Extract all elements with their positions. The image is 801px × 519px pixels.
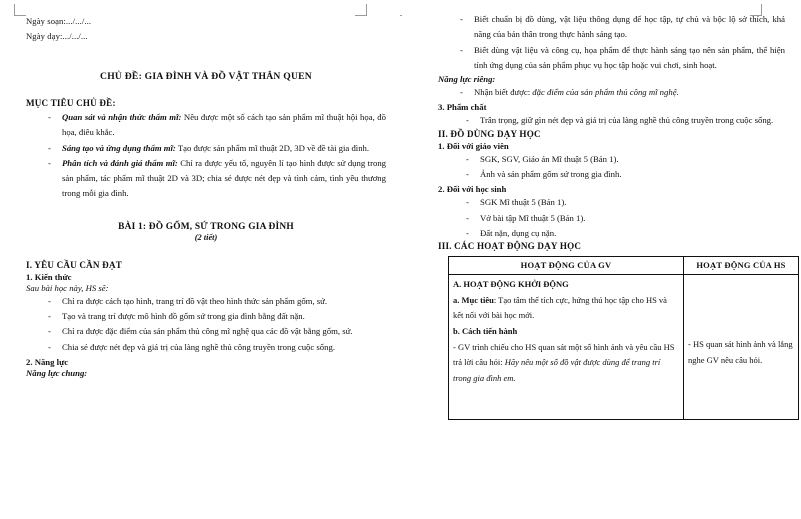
requirements-heading: I. YÊU CẦU CẦN ĐẠT: [26, 259, 122, 270]
activity-goal-text: : Tạo tâm thế tích cực, hứng thú học tập cho HS và kết nối với bài học mới.: [453, 294, 667, 321]
objective-label: Phân tích và đánh giá thẩm mĩ:: [62, 157, 178, 168]
list-item: - Tạo và trang trí được mô hình đồ gốm sứ trong gia đình bằng đất nặn.: [48, 309, 386, 324]
activities-table: [448, 256, 799, 420]
activity-body-prefix: - GV trình chiếu cho HS quan sát một số hình ảnh và yêu cầu HS trả lời câu hỏi:: [453, 341, 675, 368]
objective-text: Nêu được một số cách tạo sản phẩm mĩ thuật hội họa, đồ họa, điêu khắc.: [62, 112, 386, 138]
teacher-heading: 1. Đối với giáo viên: [438, 140, 509, 151]
student-items-list: [438, 195, 785, 241]
knowledge-lead: Sau bài học này, HS sẽ:: [26, 282, 109, 293]
knowledge-list: [26, 294, 386, 355]
quality-heading: 3. Phẩm chất: [438, 102, 487, 113]
list-item: [460, 85, 785, 100]
list-item: - Vở bài tập Mĩ thuật 5 (Bản 1).: [466, 211, 785, 226]
date-prepared: Ngày soạn:.../.../...: [26, 16, 92, 26]
topic-title: CHỦ ĐỀ: GIA ĐÌNH VÀ ĐỒ VẬT THÂN QUEN: [100, 71, 312, 82]
objective-label: Sáng tạo và ứng dụng thẩm mĩ:: [62, 142, 176, 153]
table-row: [449, 275, 799, 420]
activity-goal: [453, 293, 679, 324]
objectives-heading: MỤC TIÊU CHỦ ĐỀ:: [26, 98, 116, 108]
lesson-title: BÀI 1: ĐỒ GỐM, SỨ TRONG GIA ĐÌNH: [118, 221, 294, 232]
list-item: [48, 141, 386, 156]
teacher-items-list: [438, 152, 785, 183]
objective-label: Quan sát và nhận thức thẩm mĩ:: [62, 112, 182, 122]
list-item: [48, 110, 386, 141]
list-item: - Đất nặn, dụng cụ nặn.: [466, 226, 785, 241]
general-competence-lead: Năng lực chung:: [26, 367, 88, 378]
objective-text: Tạo được sản phẩm mĩ thuật 2D, 3D về đề tài gia đình.: [175, 142, 370, 153]
list-item: - Biết chuẩn bị đồ dùng, vật liệu thông dụng để học tập, tự chủ và bộc lộ sở thích, khả năng của bản thân trong thực hành sáng tạo.: [460, 12, 785, 43]
list-item: - Trân trọng, giữ gìn nét đẹp và giá trị của làng nghề thủ công truyền trong cuộc sống.: [466, 113, 785, 128]
date-taught: Ngày dạy:.../.../...: [26, 31, 88, 41]
column-header-hs: HOẠT ĐỘNG CỦA HS: [684, 257, 799, 275]
quality-list: [438, 113, 785, 128]
equipment-heading: II. ĐỒ DÙNG DẠY HỌC: [438, 128, 541, 139]
competence-heading: 2. Năng lực: [26, 356, 69, 367]
list-item: - Chia sẻ được nét đẹp và giá trị của làng nghề thủ công truyền trong cuộc sống.: [48, 340, 386, 355]
list-item: - Chỉ ra được đặc điểm của sản phẩm thủ công mĩ nghệ qua các đồ vật bằng gốm, sứ.: [48, 324, 386, 339]
objective-text: Chỉ ra được yếu tố, nguyên lí tạo hình được sử dụng trong sản phẩm, tác phẩm mĩ thuật 2D và 3D; chia sẻ được nét đẹp và tình cảm, tình yêu thương trong mỗi gia đình.: [62, 157, 387, 199]
lesson-duration: (2 tiết): [194, 232, 218, 242]
general-competence-list: [438, 12, 785, 73]
activity-body: [453, 340, 679, 387]
cell-hs-spacer: [688, 277, 794, 337]
specific-competence-prefix: Nhận biết được:: [474, 87, 533, 98]
activity-method-label: b. Cách tiến hành: [453, 326, 518, 337]
activity-section-title: A. HOẠT ĐỘNG KHỞI ĐỘNG: [453, 279, 569, 290]
activity-goal-label: a. Mục tiêu: [453, 294, 494, 305]
page-right: [400, 0, 801, 519]
list-item: - Chỉ ra được cách tạo hình, trang trí đồ vật theo hình thức sản phẩm gốm, sứ.: [48, 294, 386, 309]
specific-competence-lead: Năng lực riêng:: [438, 74, 496, 85]
list-item: [48, 156, 386, 202]
specific-competence-italic: đặc điểm của sản phẩm thủ công mĩ nghệ.: [532, 87, 679, 98]
column-header-gv: HOẠT ĐỘNG CỦA GV: [449, 257, 684, 275]
table-header-row: [449, 257, 799, 275]
cell-hs: [684, 275, 799, 420]
knowledge-heading: 1. Kiến thức: [26, 271, 72, 282]
list-item: - SGK Mĩ thuật 5 (Bản 1).: [466, 195, 785, 210]
page-left: [0, 0, 400, 519]
list-item: - SGK, SGV, Giáo án Mĩ thuật 5 (Bản 1).: [466, 152, 785, 167]
student-heading: 2. Đối với học sinh: [438, 184, 507, 195]
activity-hs-text: - HS quan sát hình ảnh và lắng nghe GV nêu câu hỏi.: [688, 339, 793, 365]
cell-gv: [449, 275, 684, 420]
list-item: - Ảnh và sản phẩm gốm sứ trong gia đình.: [466, 167, 785, 182]
activity-body-question: Hãy nêu một số đồ vật được dùng để trang trí trong gia đình em.: [453, 357, 661, 383]
crop-mark-top-left: [400, 4, 402, 16]
list-item: - Biết dùng vật liệu và công cụ, họa phẩm để thực hành sáng tạo nên sản phẩm, thể hiện tính ứng dụng của sản phẩm phục vụ học tập hoặc vui chơi, sinh hoạt.: [460, 43, 785, 74]
crop-mark-top-left: [14, 4, 26, 16]
specific-competence-list: [438, 85, 785, 100]
objectives-list: [26, 110, 386, 202]
activities-heading: III. CÁC HOẠT ĐỘNG DẠY HỌC: [438, 241, 582, 252]
